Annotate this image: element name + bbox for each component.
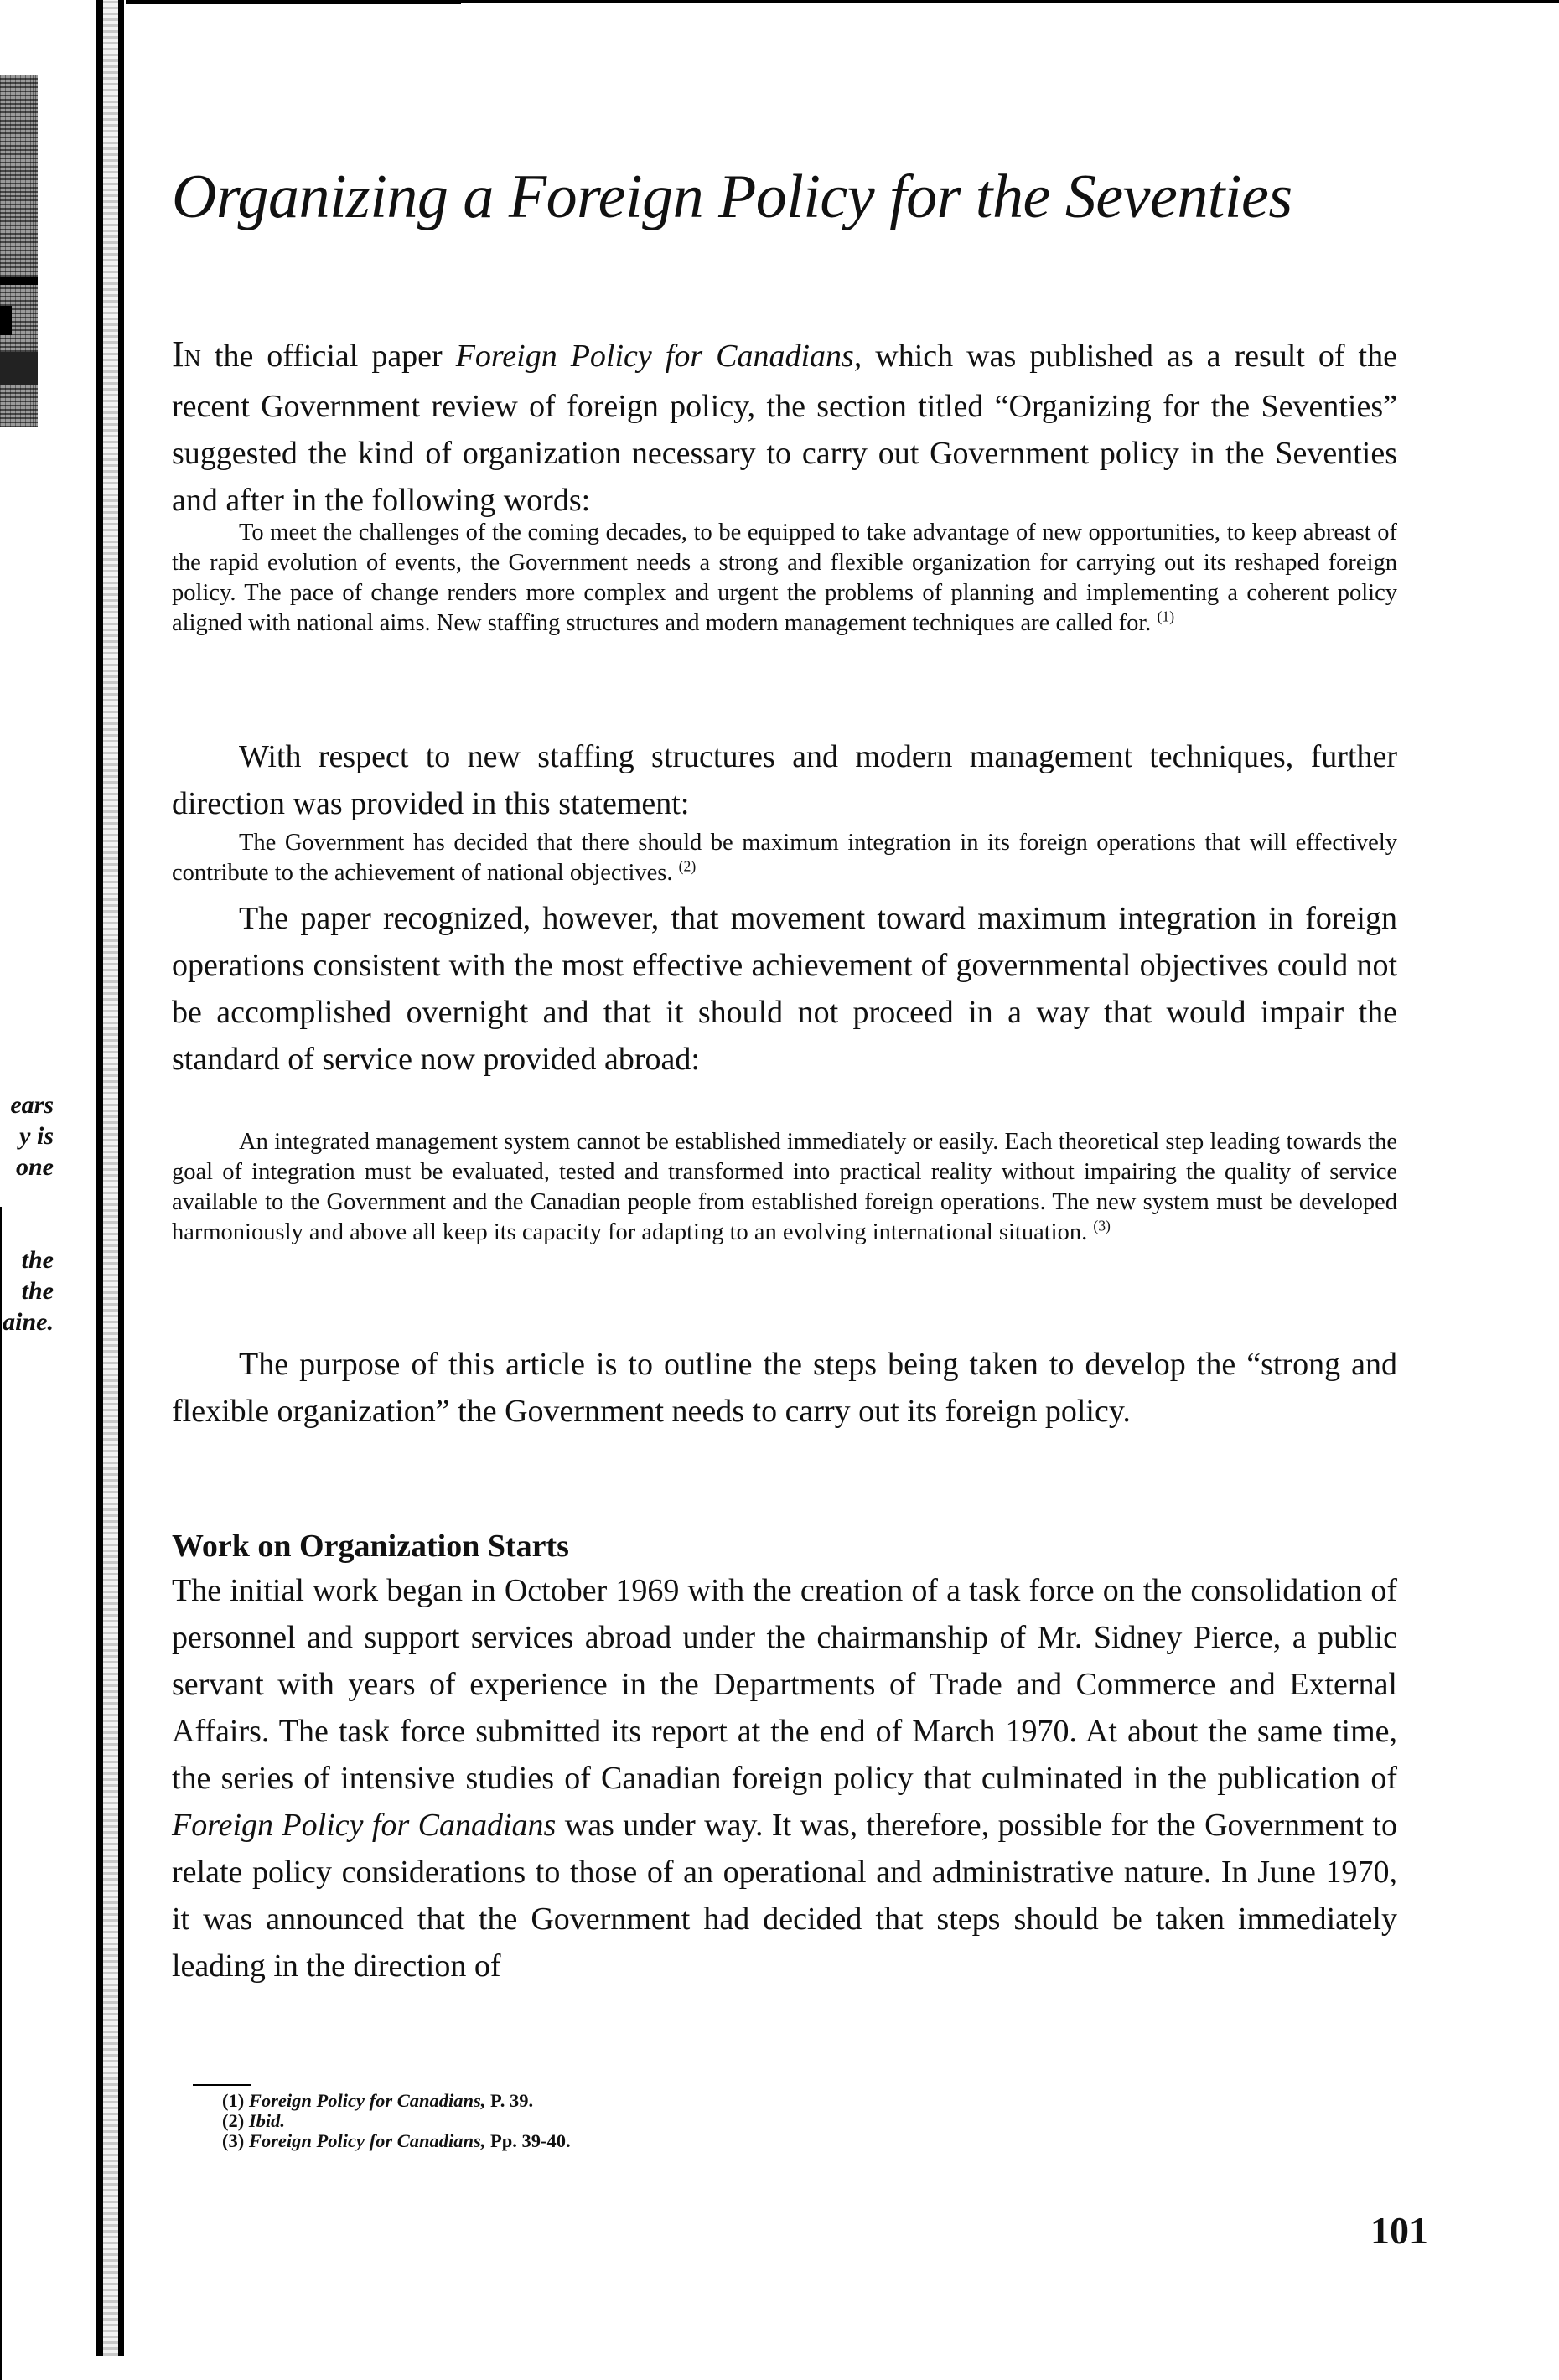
facing-page-rule bbox=[0, 1207, 2, 2380]
paragraph-4: The purpose of this article is to outline the steps being taken to develop the “strong and flexible organization” the Government needs to carry out its foreign policy. bbox=[172, 1347, 1397, 1429]
facing-fragment: y is bbox=[19, 1122, 54, 1150]
paragraph-3: The paper recognized, however, that movement toward maximum integration in foreign operations consistent with the most effective achievement of governmental objectives could not be accomplished overnight and that it should not proceed in a way that would impair the standard of service now provided abroad: bbox=[172, 901, 1397, 1077]
facing-page-text-fragments bbox=[0, 1089, 54, 1337]
facing-fragment: aine. bbox=[3, 1308, 54, 1336]
facing-page-photo bbox=[0, 75, 38, 427]
drop-cap: I bbox=[172, 334, 184, 375]
paragraph-2: With respect to new staffing structures and modern management techniques, further direction was provided in this statement: bbox=[172, 739, 1397, 821]
footnote-ref: (3) bbox=[1093, 1217, 1111, 1234]
publication-title: Foreign Policy for Canadians bbox=[172, 1808, 557, 1843]
paragraph-5: The initial work began in October 1969 with the creation of a task force on the consolidation of personnel and support services abroad under the chairmanship of Mr. Sidney Pierce, a public servant with years of experience in the Departments of Trade and Commerce and External Affairs. The task force submitted its report at the end of March 1970. At about the same time, the series of intensive studies of Canadian foreign policy that culminated in the publication of Foreign Policy for Canadians was under way. It was, therefore, possible for the Government to relate policy considerations to those of an operational and administrative nature. In June 1970, it was announced that the Government had decided that steps should be taken immediately leading in the direction of bbox=[172, 1573, 1397, 1984]
footnote-ref: (1) bbox=[1157, 608, 1175, 625]
binding-gutter bbox=[96, 0, 127, 2356]
block-quote-3: An integrated management system cannot be established immediately or easily. Each theoretical step leading towards the goal of integration must be evaluated, tested and transformed into practical reality without impairing the quality of service available to the Government and the Canadian people from established foreign operations. The new system must be developed harmoniously and above all keep its capacity for adapting to an evolving international situation. $^{(3)}$ bbox=[172, 1129, 1397, 1245]
facing-page-edge bbox=[0, 0, 59, 2356]
footnote-rule bbox=[193, 2084, 251, 2086]
footnotes bbox=[222, 2091, 571, 2151]
block-quote-1: To meet the challenges of the coming decades, to be equipped to take advantage of new opportunities, to keep abreast of the rapid evolution of events, the Government needs a strong and flexible organization for carrying out its reshaped foreign policy. The pace of change renders more complex and urgent the problems of planning and implementing a coherent policy aligned with national aims. New staffing structures and modern management techniques are called for. $^{(1)}$ bbox=[172, 520, 1397, 636]
footnote-item: (1) Foreign Policy for Canadians, P. 39. bbox=[222, 2090, 534, 2111]
block-quote-2: The Government has decided that there should be maximum integration in its foreign operations that will effectively contribute to the achievement of national objectives. $^{(2)}$ bbox=[172, 830, 1397, 886]
page-number: 101 bbox=[1370, 2209, 1428, 2252]
facing-fragment: the bbox=[21, 1277, 54, 1305]
footnote-item: (3) Foreign Policy for Canadians, Pp. 39-40. bbox=[222, 2130, 571, 2151]
facing-fragment: ears bbox=[10, 1091, 54, 1119]
publication-title: Foreign Policy for Canadians, bbox=[455, 339, 862, 374]
facing-fragment: the bbox=[21, 1246, 54, 1274]
footnote-item: (2) Ibid. bbox=[222, 2110, 286, 2131]
intro-paragraph: IN the official paper Foreign Policy for Canadians, which was published as a result of the recent Government review of foreign policy, the section titled “Organizing for the Seventies” suggested the kind of organization necessary to carry out Government policy in the Seventies and after in the following words: bbox=[172, 334, 1397, 518]
section-heading: Work on Organization Starts bbox=[172, 1529, 569, 1564]
facing-fragment: one bbox=[16, 1153, 54, 1181]
article-title: Organizing a Foreign Policy for the Seventies bbox=[172, 163, 1292, 231]
footnote-ref: (2) bbox=[678, 857, 697, 875]
page-top-edge-thick bbox=[126, 0, 461, 4]
